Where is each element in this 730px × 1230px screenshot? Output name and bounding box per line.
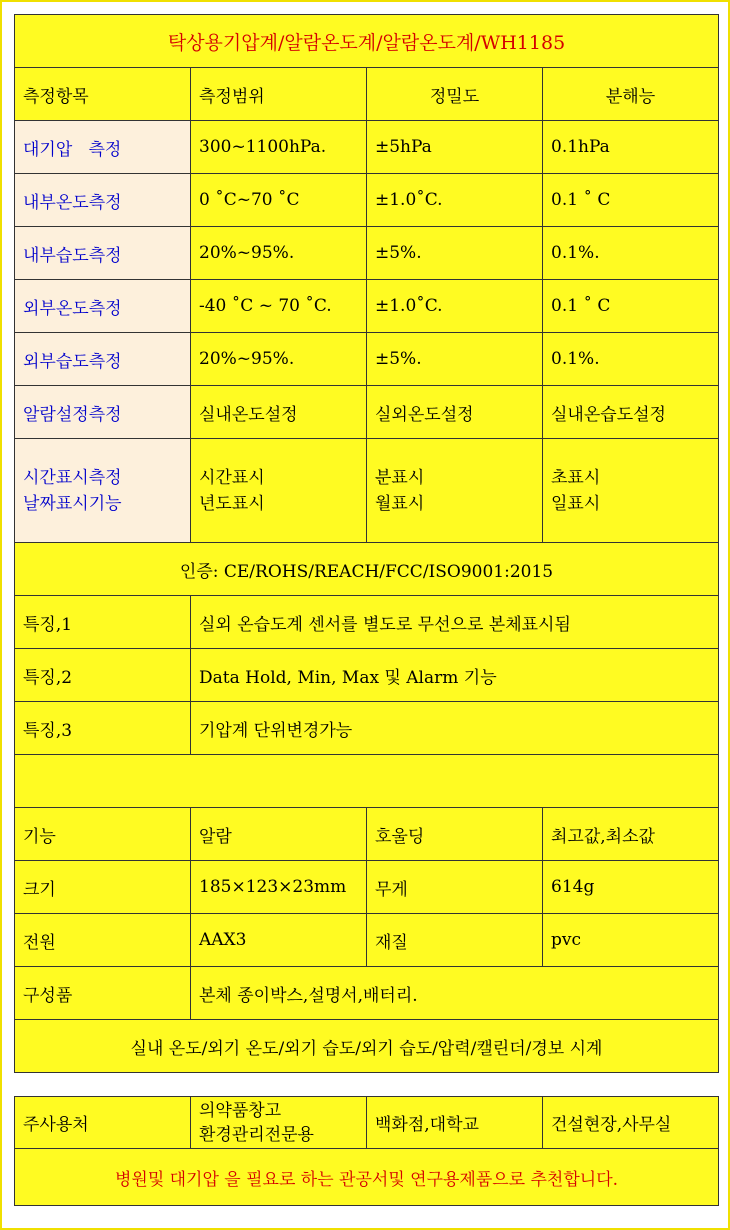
measurement-item: 내부온도측정 [15,174,191,227]
measurement-range: 실내온도설정 [191,386,367,439]
usage-table [14,1096,719,1206]
usage-place-3: 건설현장,사무실 [543,1097,719,1149]
header-range: 측정범위 [191,68,367,121]
usage-place-1 [191,1097,367,1149]
weight-label: 무게 [367,861,543,914]
function-alarm: 알람 [191,808,367,861]
hour-display: 시간표시 [199,467,265,488]
power-row [15,914,719,967]
measurement-item: 외부습도측정 [15,333,191,386]
second-display: 초표시 [551,467,601,488]
measurement-precision: ±5%. [367,333,543,386]
day-display: 일표시 [551,493,601,514]
components-label: 구성품 [15,967,191,1020]
measurement-row [15,174,719,227]
date-display-label: 날짜표시기능 [23,493,122,514]
measurement-item: 외부온도측정 [15,280,191,333]
material-label: 재질 [367,914,543,967]
components-row [15,967,719,1020]
empty-cell [15,755,719,808]
function-minmax: 최고값,최소값 [543,808,719,861]
material-value: pvc [543,914,719,967]
header-resolution: 분해능 [543,68,719,121]
feature-text: 기압계 단위변경가능 [191,702,719,755]
measurement-resolution: 0.1%. [543,227,719,280]
feature-label: 특징,3 [15,702,191,755]
minute-display: 분표시 [375,467,425,488]
size-label: 크기 [15,861,191,914]
components-value: 본체 종이박스,설명서,배터리. [191,967,719,1020]
function-row [15,808,719,861]
time-date-row [15,439,719,543]
measurement-range: -40 ˚C ~ 70 ˚C. [191,280,367,333]
measurement-resolution: 0.1 ˚ C [543,174,719,227]
measurement-precision: ±5hPa [367,121,543,174]
header-row [15,68,719,121]
measurement-range: 300~1100hPa. [191,121,367,174]
measurement-range: 20%~95%. [191,227,367,280]
power-label: 전원 [15,914,191,967]
measurement-resolution: 0.1%. [543,333,719,386]
title-row [15,15,719,68]
measurement-precision: ±1.0˚C. [367,174,543,227]
measurement-resolution: 0.1hPa [543,121,719,174]
measurement-item: 알람설정측정 [15,386,191,439]
time-display-label: 시간표시측정 [23,467,122,488]
recommendation-text: 병원및 대기압 을 필요로 하는 관공서및 연구용제품으로 추천합니다. [15,1149,719,1206]
feature-row [15,702,719,755]
measurement-precision: ±1.0˚C. [367,280,543,333]
summary-row [15,1020,719,1073]
usage-label: 주사용처 [15,1097,191,1149]
empty-row [15,755,719,808]
usage-place-1-line1: 의약품창고 [199,1100,282,1121]
month-display: 월표시 [375,493,425,514]
certification-row [15,543,719,596]
usage-row [15,1097,719,1149]
time-date-col1 [191,439,367,543]
measurement-row [15,386,719,439]
measurement-resolution: 실내온습도설정 [543,386,719,439]
header-precision: 정밀도 [367,68,543,121]
certification-text: 인증: CE/ROHS/REACH/FCC/ISO9001:2015 [15,543,719,596]
measurement-row [15,121,719,174]
feature-row [15,596,719,649]
recommendation-row [15,1149,719,1206]
measurement-item: 내부습도측정 [15,227,191,280]
feature-label: 특징,2 [15,649,191,702]
measurement-row [15,333,719,386]
feature-row [15,649,719,702]
measurement-resolution: 0.1 ˚ C [543,280,719,333]
time-date-col2 [367,439,543,543]
time-date-col3 [543,439,719,543]
measurement-item: 대기압 측정 [15,121,191,174]
feature-text: Data Hold, Min, Max 및 Alarm 기능 [191,649,719,702]
usage-place-1-line2: 환경관리전문용 [199,1124,314,1145]
product-title: 탁상용기압계/알람온도계/알람온도계/WH1185 [15,15,719,68]
feature-text: 실외 온습도계 센서를 별도로 무선으로 본체표시됨 [191,596,719,649]
size-row [15,861,719,914]
function-hold: 호울딩 [367,808,543,861]
feature-label: 특징,1 [15,596,191,649]
time-date-item [15,439,191,543]
weight-value: 614g [543,861,719,914]
size-value: 185×123×23mm [191,861,367,914]
power-value: AAX3 [191,914,367,967]
measurement-row [15,280,719,333]
measurement-precision: 실외온도설정 [367,386,543,439]
year-display: 년도표시 [199,493,265,514]
function-label: 기능 [15,808,191,861]
summary-text: 실내 온도/외기 온도/외기 습도/외기 습도/압력/캘린더/경보 시계 [15,1020,719,1073]
measurement-range: 0 ˚C~70 ˚C [191,174,367,227]
header-item: 측정항목 [15,68,191,121]
measurement-precision: ±5%. [367,227,543,280]
measurement-row [15,227,719,280]
spec-table [14,14,719,1073]
measurement-range: 20%~95%. [191,333,367,386]
usage-place-2: 백화점,대학교 [367,1097,543,1149]
